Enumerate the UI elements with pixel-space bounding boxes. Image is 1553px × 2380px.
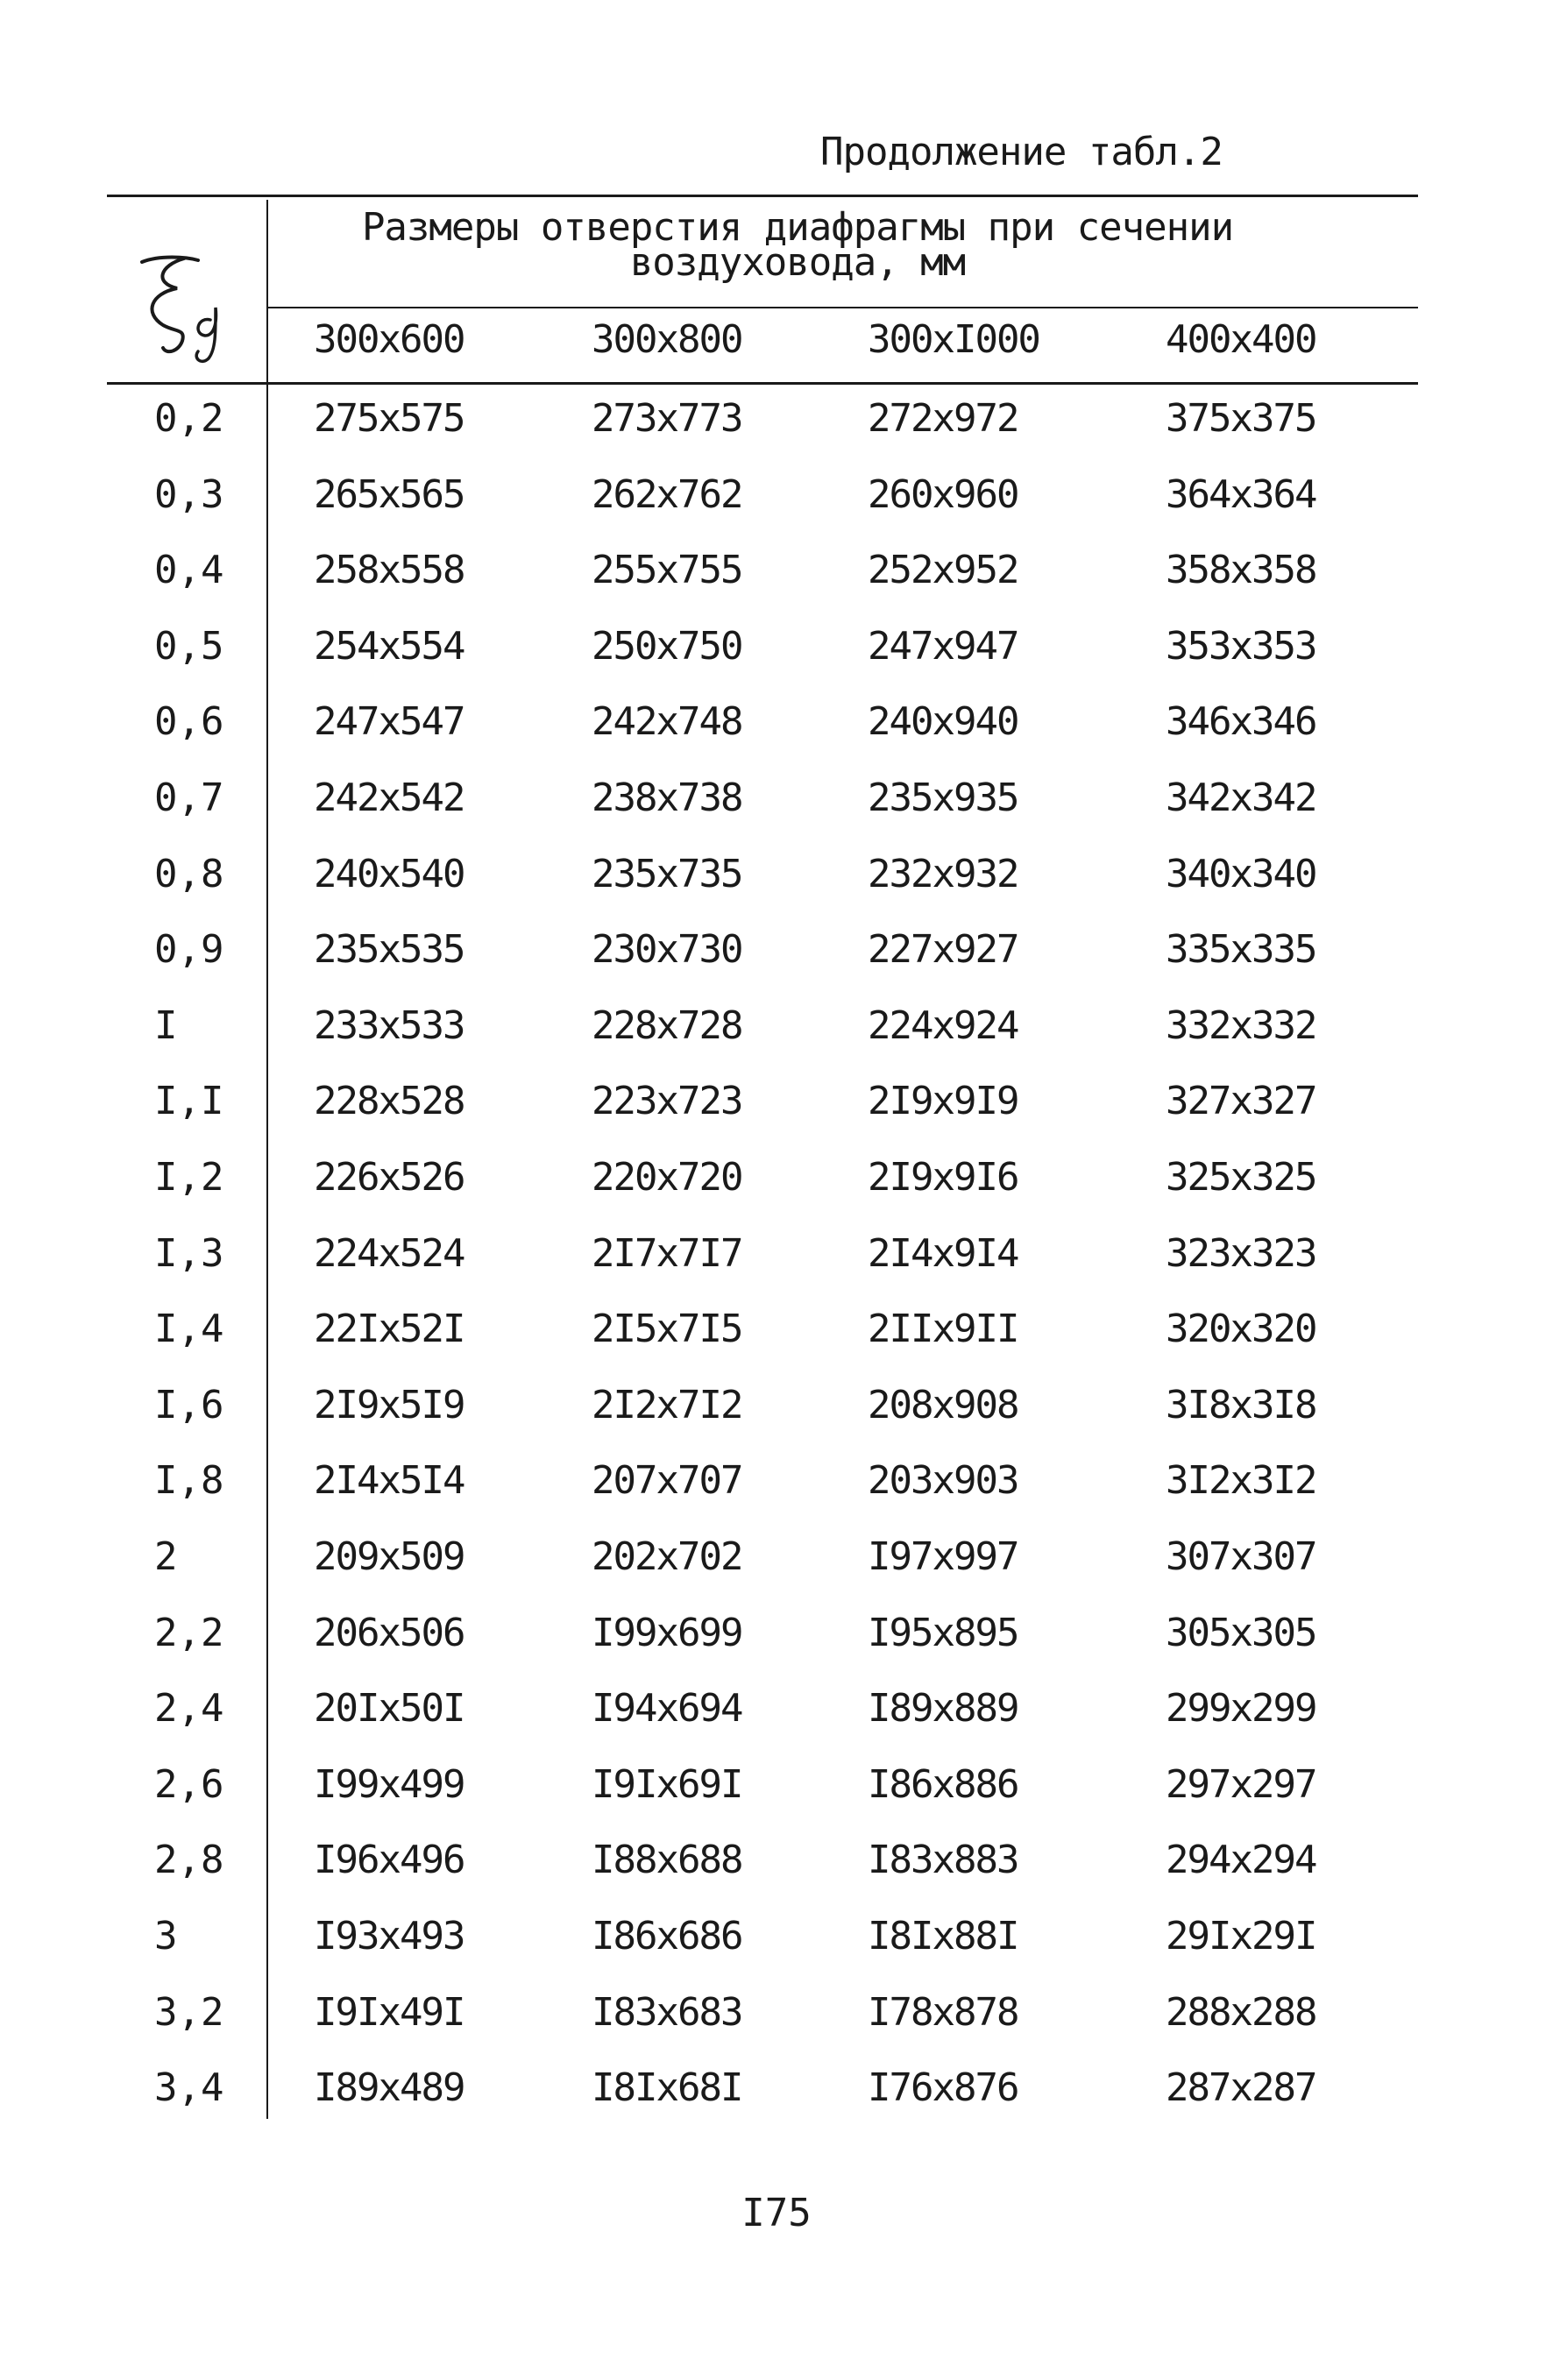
table-cell: 323x323 [1166,1231,1316,1276]
header-subrule [268,307,1418,308]
table-cell: 235x735 [592,852,742,896]
table-cell: I89x489 [314,2065,464,2110]
table-cell: I96x496 [314,1838,464,1882]
row-label: 0,2 [154,396,224,441]
xi-symbol-icon [124,250,230,364]
table-cell: 294x294 [1166,1838,1316,1882]
table-cell: I94x694 [592,1686,742,1731]
column-header-400x400: 400x400 [1166,317,1316,362]
table-cell: 287x287 [1166,2065,1316,2110]
table-cell: 325x325 [1166,1155,1316,1200]
table-top-rule [107,195,1418,197]
table-cell: 2I2x7I2 [592,1383,742,1427]
table-cell: 346x346 [1166,699,1316,744]
row-label: I,I [154,1079,224,1123]
table-cell: 305x305 [1166,1611,1316,1655]
table-cell: 242x748 [592,699,742,744]
table-cell: 272x972 [868,396,1018,441]
table-cell: I89x889 [868,1686,1018,1731]
row-label: I,2 [154,1155,224,1200]
table-cell: 238x738 [592,776,742,820]
table-cell: 226x526 [314,1155,464,1200]
table-cell: 207x707 [592,1458,742,1503]
table-cell: I78x878 [868,1990,1018,2035]
table-cell: 327x327 [1166,1079,1316,1123]
table-cell: 340x340 [1166,852,1316,896]
table-cell: 307x307 [1166,1534,1316,1579]
table-cell: 342x342 [1166,776,1316,820]
table-cell: I93x493 [314,1914,464,1959]
table-cell: 288x288 [1166,1990,1316,2035]
table-cell: 358x358 [1166,548,1316,592]
header-title [272,205,1323,285]
table-cell: 224x924 [868,1003,1018,1048]
table-cell: 240x940 [868,699,1018,744]
header-bottom-rule [107,382,1418,385]
table-cell: 2I9x9I6 [868,1155,1018,1200]
table-cell: 252x952 [868,548,1018,592]
table-cell: 254x554 [314,624,464,669]
table-cell: 202x702 [592,1534,742,1579]
table-cell: 2I4x5I4 [314,1458,464,1503]
table-cell: 335x335 [1166,927,1316,972]
column-header-300x600: 300x600 [314,317,464,362]
table-cell: 2IIx9II [868,1307,1018,1351]
table-cell: I99x699 [592,1611,742,1655]
table-cell: 2I9x5I9 [314,1383,464,1427]
table-cell: 299x299 [1166,1686,1316,1731]
table-cell: 230x730 [592,927,742,972]
table-cell: I99x499 [314,1762,464,1807]
table-cell: 258x558 [314,548,464,592]
table-cell: I83x883 [868,1838,1018,1882]
table-cell: 235x535 [314,927,464,972]
row-label: I [154,1003,178,1048]
row-label: 0,7 [154,776,224,820]
table-cell: 240x540 [314,852,464,896]
table-cell: 224x524 [314,1231,464,1276]
table-cell: I8Ix88I [868,1914,1018,1959]
table-cell: I88x688 [592,1838,742,1882]
table-cell: I83x683 [592,1990,742,2035]
table-cell: 227x927 [868,927,1018,972]
table-cell: I9Ix69I [592,1762,742,1807]
table-cell: 208x908 [868,1383,1018,1427]
row-label: 3,4 [154,2065,224,2110]
table-cell: 22Ix52I [314,1307,464,1351]
table-cell: 353x353 [1166,624,1316,669]
table-cell: I97x997 [868,1534,1018,1579]
stub-column-divider [266,200,268,2119]
table-cell: 223x723 [592,1079,742,1123]
table-caption: Продолжение табл.2 [820,130,1223,174]
table-cell: 203x903 [868,1458,1018,1503]
table-cell: 255x755 [592,548,742,592]
table-cell: 2I9x9I9 [868,1079,1018,1123]
table-cell: 320x320 [1166,1307,1316,1351]
table-cell: 297x297 [1166,1762,1316,1807]
table-cell: 262x762 [592,472,742,517]
table-cell: I95x895 [868,1611,1018,1655]
table-cell: 20Ix50I [314,1686,464,1731]
table-cell: 2I5x7I5 [592,1307,742,1351]
table-cell: 220x720 [592,1155,742,1200]
table-cell: 247x547 [314,699,464,744]
row-label: 3 [154,1914,178,1959]
row-label: 0,4 [154,548,224,592]
row-label: I,4 [154,1307,224,1351]
table-cell: 260x960 [868,472,1018,517]
table-cell: 233x533 [314,1003,464,1048]
table-cell: I76x876 [868,2065,1018,2110]
row-label: 3,2 [154,1990,224,2035]
table-cell: 228x728 [592,1003,742,1048]
row-label: 0,5 [154,624,224,669]
row-label: 0,9 [154,927,224,972]
table-cell: 275x575 [314,396,464,441]
table-cell: 2I4x9I4 [868,1231,1018,1276]
column-header-300x1000: 300xI000 [868,317,1039,362]
row-label: I,3 [154,1231,224,1276]
row-label: I,8 [154,1458,224,1503]
table-cell: 265x565 [314,472,464,517]
table-cell: 206x506 [314,1611,464,1655]
table-cell: 242x542 [314,776,464,820]
header-title-line1: Размеры отверстия диафрагмы при сечении [361,205,1234,250]
table-cell: 332x332 [1166,1003,1316,1048]
table-cell: I86x686 [592,1914,742,1959]
table-cell: I8Ix68I [592,2065,742,2110]
table-cell: 273x773 [592,396,742,441]
table-cell: 3I8x3I8 [1166,1383,1316,1427]
column-header-300x800: 300x800 [592,317,742,362]
table-cell: 232x932 [868,852,1018,896]
table-cell: 375x375 [1166,396,1316,441]
page-number: I75 [741,2191,812,2235]
row-label: 2,2 [154,1611,224,1655]
row-label: 0,6 [154,699,224,744]
table-cell: 29Ix29I [1166,1914,1316,1959]
table-cell: 228x528 [314,1079,464,1123]
row-label: 2,6 [154,1762,224,1807]
table-cell: I86x886 [868,1762,1018,1807]
header-title-line2: воздуховода, мм [629,240,966,285]
row-label: I,6 [154,1383,224,1427]
table-cell: I9Ix49I [314,1990,464,2035]
table-cell: 247x947 [868,624,1018,669]
table-cell: 250x750 [592,624,742,669]
table-cell: 3I2x3I2 [1166,1458,1316,1503]
table-cell: 2I7x7I7 [592,1231,742,1276]
row-label: 2 [154,1534,178,1579]
table-cell: 235x935 [868,776,1018,820]
table-cell: 209x509 [314,1534,464,1579]
row-label: 0,8 [154,852,224,896]
row-label: 0,3 [154,472,224,517]
row-label: 2,4 [154,1686,224,1731]
table-cell: 364x364 [1166,472,1316,517]
row-label: 2,8 [154,1838,224,1882]
